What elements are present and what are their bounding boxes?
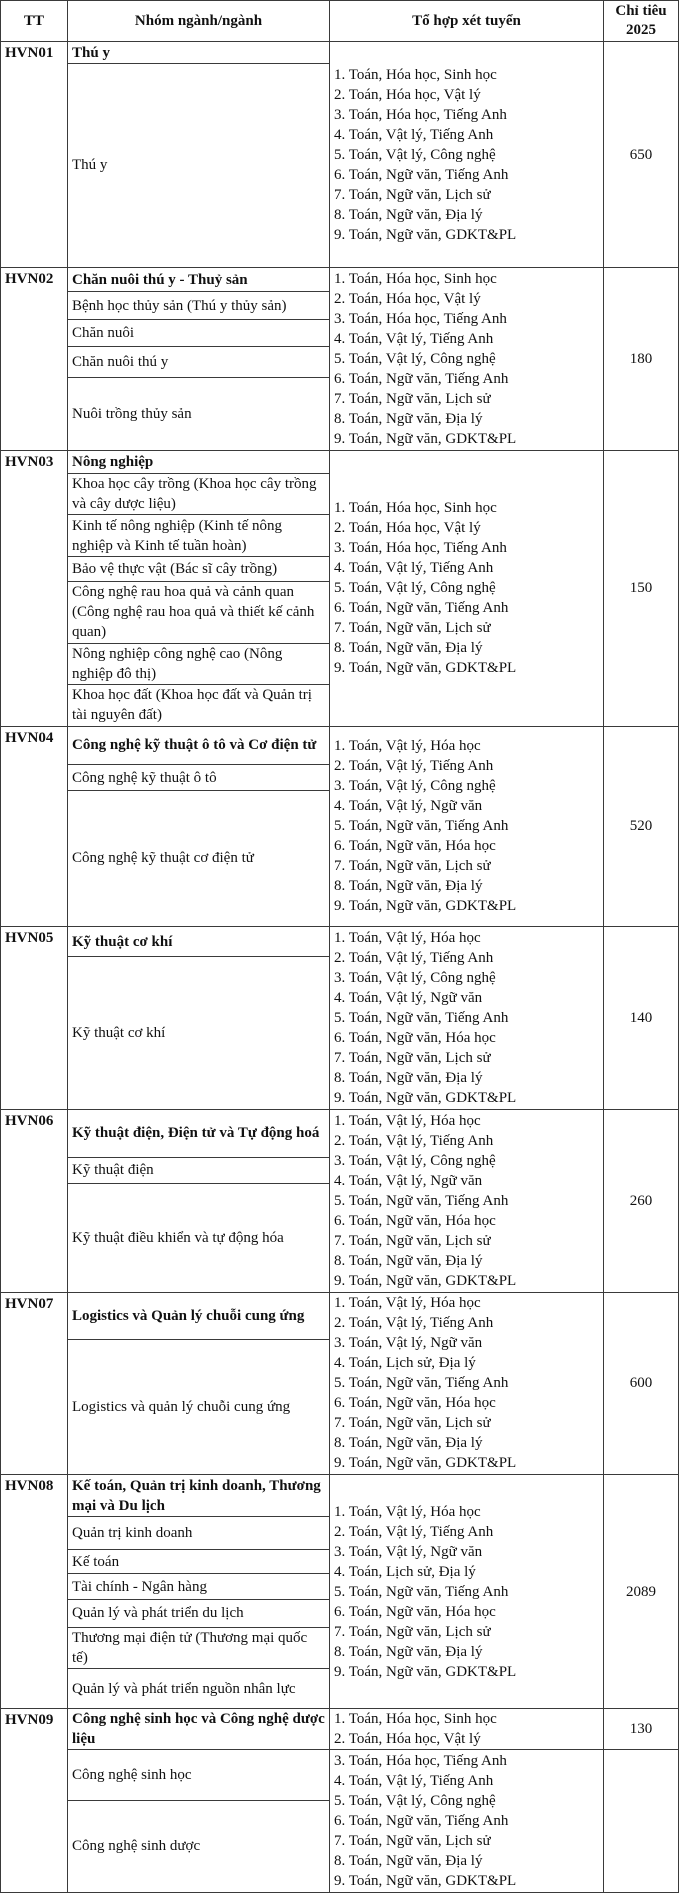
major-name: Thú y: [68, 63, 330, 267]
combination-item: 8. Toán, Ngữ văn, Địa lý: [334, 206, 483, 223]
group-code: HVN03: [1, 450, 68, 726]
combination-item: 6. Toán, Ngữ văn, Hóa học: [334, 1395, 496, 1412]
combination-item: 6. Toán, Ngữ văn, Tiếng Anh: [334, 370, 509, 387]
combination-item: 6. Toán, Ngữ văn, Hóa học: [334, 838, 496, 855]
combination-cell: [330, 1109, 604, 1292]
combination-item: 5. Toán, Vật lý, Công nghệ: [334, 1793, 496, 1810]
combination-item: 8. Toán, Ngữ văn, Địa lý: [334, 1069, 483, 1086]
major-name: Kế toán: [68, 1550, 330, 1574]
group-row: [1, 42, 679, 63]
combination-item: 3. Toán, Vật lý, Ngữ văn: [334, 1543, 483, 1560]
combination-item: 1. Toán, Vật lý, Hóa học: [334, 1503, 481, 1520]
combination-item: 7. Toán, Ngữ văn, Lịch sử: [334, 186, 491, 203]
group-row: [1, 1475, 679, 1516]
combination-item: 7. Toán, Ngữ văn, Lịch sử: [334, 1415, 491, 1432]
combination-item: 7. Toán, Ngữ văn, Lịch sử: [334, 390, 491, 407]
combination-item: 6. Toán, Ngữ văn, Hóa học: [334, 1029, 496, 1046]
group-code: HVN01: [1, 42, 68, 267]
quota-value: 130: [604, 1708, 679, 1749]
combination-item: 2. Toán, Hóa học, Vật lý: [334, 290, 481, 307]
header-tt: TT: [1, 1, 68, 42]
combination-item: 2. Toán, Vật lý, Tiếng Anh: [334, 1523, 494, 1540]
combination-item: 1. Toán, Hóa học, Sinh học: [334, 500, 497, 517]
combination-item: 1. Toán, Hóa học, Sinh học: [334, 1711, 497, 1728]
combination-item: 9. Toán, Ngữ văn, GDKT&PL: [334, 1663, 517, 1680]
group-row: [1, 450, 679, 473]
combination-item: 1. Toán, Hóa học, Sinh học: [334, 270, 497, 287]
quota-value: 150: [604, 450, 679, 726]
quota-value: 140: [604, 926, 679, 1109]
combination-item: 9. Toán, Ngữ văn, GDKT&PL: [334, 430, 517, 447]
combination-item: 3. Toán, Vật lý, Công nghệ: [334, 969, 496, 986]
quota-empty: [604, 1750, 679, 1893]
combination-item: 3. Toán, Hóa học, Tiếng Anh: [334, 1753, 507, 1770]
combination-item: 1. Toán, Hóa học, Sinh học: [334, 66, 497, 83]
combination-item: 8. Toán, Ngữ văn, Địa lý: [334, 410, 483, 427]
combination-item: 4. Toán, Vật lý, Tiếng Anh: [334, 126, 494, 143]
combination-item: 4. Toán, Lịch sử, Địa lý: [334, 1355, 476, 1372]
combination-item: 5. Toán, Vật lý, Công nghệ: [334, 146, 496, 163]
quota-value: 650: [604, 42, 679, 267]
combination-item: 4. Toán, Vật lý, Tiếng Anh: [334, 560, 494, 577]
group-code: HVN05: [1, 926, 68, 1109]
combination-item: 3. Toán, Vật lý, Công nghệ: [334, 1152, 496, 1169]
combination-cell: [330, 1750, 604, 1893]
group-code: HVN08: [1, 1475, 68, 1708]
group-name: Chăn nuôi thú y - Thuỷ sản: [68, 267, 330, 292]
major-name: Kỹ thuật điện: [68, 1157, 330, 1183]
major-name: Quản lý và phát triển nguồn nhân lực: [68, 1669, 330, 1708]
combination-item: 9. Toán, Ngữ văn, GDKT&PL: [334, 1272, 517, 1289]
combination-item: 1. Toán, Vật lý, Hóa học: [334, 1112, 481, 1129]
combination-item: 7. Toán, Ngữ văn, Lịch sử: [334, 1049, 491, 1066]
header-quota: [604, 1, 679, 42]
major-name: Tài chính - Ngân hàng: [68, 1574, 330, 1599]
quota-value: 600: [604, 1292, 679, 1475]
major-name: Nông nghiệp công nghệ cao (Nông nghiệp đô thị): [68, 643, 330, 684]
combination-item: 4. Toán, Vật lý, Ngữ văn: [334, 1172, 483, 1189]
major-name: Công nghệ rau hoa quả và cảnh quan (Công nghệ rau hoa quả và thiết kế cảnh quan): [68, 582, 330, 644]
combination-item: 6. Toán, Ngữ văn, Tiếng Anh: [334, 600, 509, 617]
combination-item: 1. Toán, Vật lý, Hóa học: [334, 1295, 481, 1312]
group-name: Logistics và Quản lý chuỗi cung ứng: [68, 1292, 330, 1340]
combination-item: 3. Toán, Vật lý, Ngữ văn: [334, 1335, 483, 1352]
major-name: Kỹ thuật cơ khí: [68, 957, 330, 1109]
major-name: Quản trị kinh doanh: [68, 1516, 330, 1549]
combination-item: 4. Toán, Vật lý, Ngữ văn: [334, 989, 483, 1006]
combination-item: 5. Toán, Ngữ văn, Tiếng Anh: [334, 818, 509, 835]
combination-item: 5. Toán, Ngữ văn, Tiếng Anh: [334, 1375, 509, 1392]
combination-item: 2. Toán, Hóa học, Vật lý: [334, 1731, 481, 1748]
combination-item: 2. Toán, Vật lý, Tiếng Anh: [334, 758, 494, 775]
header-row: [1, 1, 679, 42]
quota-value: 520: [604, 726, 679, 926]
major-name: Khoa học cây trồng (Khoa học cây trồng và cây dược liệu): [68, 473, 330, 514]
quota-value: 180: [604, 267, 679, 450]
major-name: Kỹ thuật điều khiển và tự động hóa: [68, 1184, 330, 1292]
major-name: Chăn nuôi thú y: [68, 346, 330, 377]
group-row: [1, 926, 679, 957]
group-name: Kế toán, Quản trị kinh doanh, Thương mại và Du lịch: [68, 1475, 330, 1516]
combination-item: 7. Toán, Ngữ văn, Lịch sử: [334, 858, 491, 875]
major-name: Bảo vệ thực vật (Bác sĩ cây trồng): [68, 556, 330, 581]
combination-item: 8. Toán, Ngữ văn, Địa lý: [334, 1643, 483, 1660]
header-major: Nhóm ngành/ngành: [68, 1, 330, 42]
major-name: Kinh tế nông nghiệp (Kinh tế nông nghiệp và Kinh tế tuần hoàn): [68, 515, 330, 556]
combination-item: 3. Toán, Hóa học, Tiếng Anh: [334, 540, 507, 557]
group-code: HVN09: [1, 1708, 68, 1892]
combination-item: 5. Toán, Ngữ văn, Tiếng Anh: [334, 1583, 509, 1600]
combination-item: 8. Toán, Ngữ văn, Địa lý: [334, 1252, 483, 1269]
group-name: Công nghệ kỹ thuật ô tô và Cơ điện tử: [68, 726, 330, 764]
major-row: [1, 1750, 679, 1800]
major-name: Công nghệ kỹ thuật ô tô: [68, 765, 330, 791]
combination-item: 5. Toán, Ngữ văn, Tiếng Anh: [334, 1009, 509, 1026]
group-row: [1, 1292, 679, 1340]
group-row: [1, 726, 679, 764]
combination-cell: [330, 926, 604, 1109]
combination-item: 5. Toán, Ngữ văn, Tiếng Anh: [334, 1192, 509, 1209]
group-row: [1, 1109, 679, 1157]
major-name: Logistics và quản lý chuỗi cung ứng: [68, 1340, 330, 1475]
group-row: [1, 1708, 679, 1749]
combination-item: 3. Toán, Hóa học, Tiếng Anh: [334, 310, 507, 327]
quota-value: 260: [604, 1109, 679, 1292]
combination-item: 4. Toán, Vật lý, Tiếng Anh: [334, 330, 494, 347]
combination-item: 8. Toán, Ngữ văn, Địa lý: [334, 1853, 483, 1870]
major-name: Nuôi trồng thủy sản: [68, 378, 330, 451]
header-combination: Tổ hợp xét tuyển: [330, 1, 604, 42]
major-name: Khoa học đất (Khoa học đất và Quản trị tài nguyên đất): [68, 685, 330, 726]
combination-item: 9. Toán, Ngữ văn, GDKT&PL: [334, 226, 517, 243]
group-name: Công nghệ sinh học và Công nghệ dược liệu: [68, 1708, 330, 1749]
major-name: Quản lý và phát triển du lịch: [68, 1599, 330, 1627]
combination-item: 2. Toán, Vật lý, Tiếng Anh: [334, 949, 494, 966]
combination-item: 7. Toán, Ngữ văn, Lịch sử: [334, 620, 491, 637]
combination-cell: [330, 726, 604, 926]
combination-item: 6. Toán, Ngữ văn, Tiếng Anh: [334, 1813, 509, 1830]
combination-cell: [330, 42, 604, 267]
group-code: HVN06: [1, 1109, 68, 1292]
combination-item: 2. Toán, Hóa học, Vật lý: [334, 86, 481, 103]
combination-item: 5. Toán, Vật lý, Công nghệ: [334, 350, 496, 367]
combination-cell: [330, 450, 604, 726]
major-name: Công nghệ kỹ thuật cơ điện tử: [68, 791, 330, 926]
major-name: Công nghệ sinh dược: [68, 1800, 330, 1892]
combination-item: 1. Toán, Vật lý, Hóa học: [334, 929, 481, 946]
group-name: Thú y: [68, 42, 330, 63]
combination-item: 4. Toán, Lịch sử, Địa lý: [334, 1563, 476, 1580]
combination-item: 6. Toán, Ngữ văn, Tiếng Anh: [334, 166, 509, 183]
combination-item: 9. Toán, Ngữ văn, GDKT&PL: [334, 1089, 517, 1106]
combination-item: 7. Toán, Ngữ văn, Lịch sử: [334, 1833, 491, 1850]
combination-item: 3. Toán, Hóa học, Tiếng Anh: [334, 106, 507, 123]
combination-item: 2. Toán, Vật lý, Tiếng Anh: [334, 1132, 494, 1149]
group-code: HVN04: [1, 726, 68, 926]
major-name: Công nghệ sinh học: [68, 1750, 330, 1800]
combination-cell: [330, 267, 604, 450]
combination-cell: [330, 1475, 604, 1708]
major-name: Thương mại điện tử (Thương mại quốc tế): [68, 1628, 330, 1669]
combination-item: 8. Toán, Ngữ văn, Địa lý: [334, 878, 483, 895]
quota-value: 2089: [604, 1475, 679, 1708]
combination-item: 8. Toán, Ngữ văn, Địa lý: [334, 640, 483, 657]
group-name: Nông nghiệp: [68, 450, 330, 473]
combination-item: 7. Toán, Ngữ văn, Lịch sử: [334, 1232, 491, 1249]
header-quota-line1: Chỉ tiêu: [615, 3, 667, 20]
group-row: [1, 267, 679, 292]
major-name: Chăn nuôi: [68, 320, 330, 347]
combination-cell: [330, 1292, 604, 1475]
header-quota-line2: 2025: [626, 22, 656, 39]
major-name: Bệnh học thủy sản (Thú y thủy sản): [68, 292, 330, 320]
group-name: Kỹ thuật điện, Điện tử và Tự động hoá: [68, 1109, 330, 1157]
combination-item: 9. Toán, Ngữ văn, GDKT&PL: [334, 1455, 517, 1472]
combination-item: 9. Toán, Ngữ văn, GDKT&PL: [334, 660, 517, 677]
combination-item: 3. Toán, Vật lý, Công nghệ: [334, 778, 496, 795]
group-code: HVN02: [1, 267, 68, 450]
combination-item: 4. Toán, Vật lý, Ngữ văn: [334, 798, 483, 815]
combination-item: 6. Toán, Ngữ văn, Hóa học: [334, 1212, 496, 1229]
combination-item: 4. Toán, Vật lý, Tiếng Anh: [334, 1773, 494, 1790]
combination-item: 9. Toán, Ngữ văn, GDKT&PL: [334, 1873, 517, 1890]
combination-item: 5. Toán, Vật lý, Công nghệ: [334, 580, 496, 597]
combination-item: 2. Toán, Hóa học, Vật lý: [334, 520, 481, 537]
combination-cell: [330, 1708, 604, 1749]
combination-item: 6. Toán, Ngữ văn, Hóa học: [334, 1603, 496, 1620]
combination-item: 7. Toán, Ngữ văn, Lịch sử: [334, 1623, 491, 1640]
combination-item: 8. Toán, Ngữ văn, Địa lý: [334, 1435, 483, 1452]
combination-item: 9. Toán, Ngữ văn, GDKT&PL: [334, 898, 517, 915]
group-name: Kỹ thuật cơ khí: [68, 926, 330, 957]
combination-item: 1. Toán, Vật lý, Hóa học: [334, 738, 481, 755]
group-code: HVN07: [1, 1292, 68, 1475]
combination-item: 2. Toán, Vật lý, Tiếng Anh: [334, 1315, 494, 1332]
